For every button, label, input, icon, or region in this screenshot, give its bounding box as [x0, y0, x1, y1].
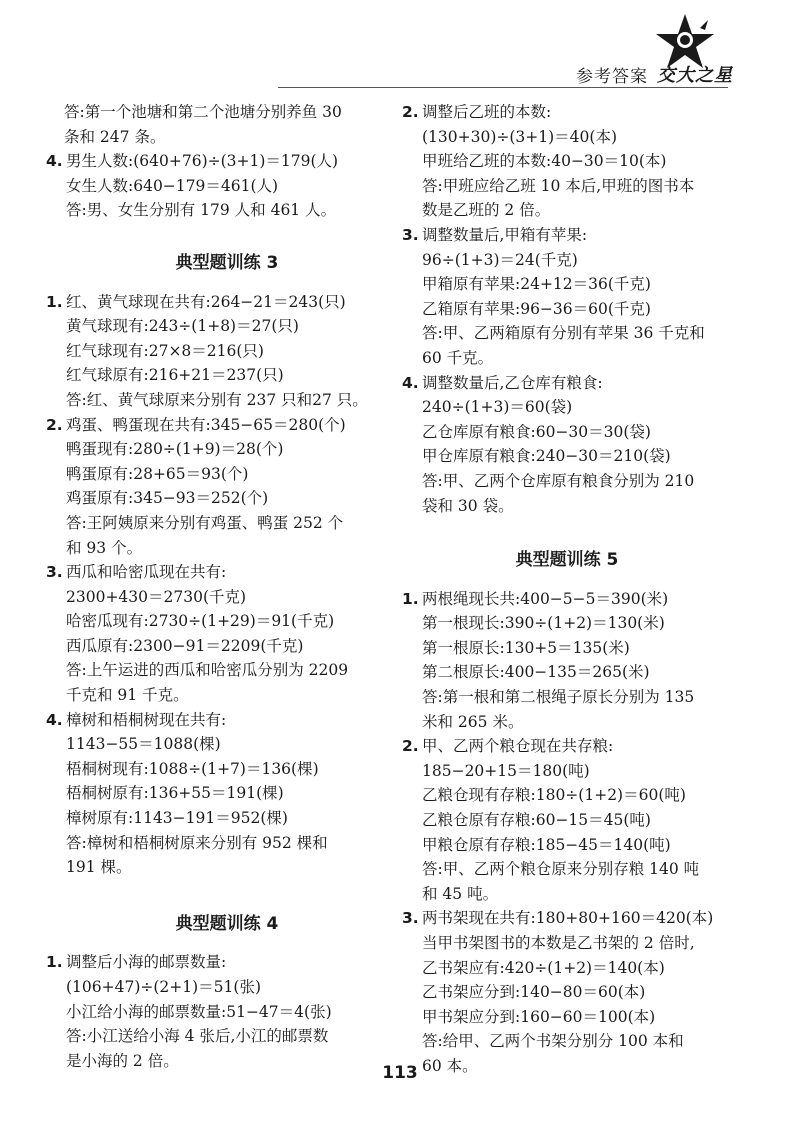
answer-item	[46, 708, 388, 880]
answer-line: 答:樟树和梧桐树原来分别有 952 棵和	[66, 833, 328, 852]
header-brand: 交大之星	[657, 65, 733, 86]
answer-line: 调整后小海的邮票数量:	[66, 953, 227, 972]
answer-item	[402, 100, 732, 223]
answer-line: 答:给甲、乙两个书架分别分 100 本和	[422, 1032, 684, 1051]
answer-line: 甲仓库原有粮食:240−30＝210(袋)	[422, 447, 671, 466]
answer-line: 甲书架应分到:160−60＝100(本)	[422, 1007, 656, 1026]
answer-line: 乙粮仓现有存粮:180÷(1+2)＝60(吨)	[422, 786, 686, 805]
answer-line: 梧桐树原有:136+55＝191(棵)	[66, 784, 284, 803]
answer-line: 条和 247 条。	[64, 127, 166, 146]
answer-line: 191 棵。	[66, 858, 132, 877]
answer-item	[402, 223, 732, 371]
answer-item	[46, 560, 388, 708]
answer-line: 女生人数:640−179＝461(人)	[66, 176, 279, 195]
answer-line: 答:王阿姨原来分别有鸡蛋、鸭蛋 252 个	[66, 513, 344, 532]
answer-line: 乙书架应分到:140−80＝60(本)	[422, 983, 646, 1002]
page-number: 113	[382, 1063, 418, 1083]
section-title: 典型题训练 5	[515, 550, 619, 571]
answer-line: 调整数量后,甲箱有苹果:	[422, 225, 588, 244]
answer-line: 袋和 30 袋。	[422, 496, 514, 515]
answer-line: 鸡蛋原有:345−93＝252(个)	[66, 489, 269, 508]
answer-line: 乙粮仓原有存粮:60−15＝45(吨)	[422, 811, 651, 830]
answer-line: 第一根现长:390÷(1+2)＝130(米)	[422, 614, 665, 633]
answer-line: 西瓜和哈密瓜现在共有:	[66, 563, 227, 582]
answer-line: 鸭蛋现有:280÷(1+9)＝28(个)	[66, 440, 284, 459]
item-number: 4.	[46, 710, 63, 729]
item-number: 2.	[46, 415, 63, 434]
page-header	[0, 0, 800, 110]
item-number: 1.	[46, 292, 63, 311]
item-number: 2.	[402, 103, 419, 121]
answer-line: 答:小江送给小海 4 张后,小江的邮票数	[66, 1027, 329, 1046]
header-rule	[278, 87, 728, 88]
answer-line: 答:男、女生分别有 179 人和 461 人。	[66, 201, 337, 220]
answer-line: 答:第一根和第二根绳子原长分别为 135	[422, 688, 695, 707]
answer-item	[402, 906, 732, 1078]
answer-line: 甲班给乙班的本数:40−30＝10(本)	[422, 152, 667, 171]
answer-line: 红、黄气球现在共有:264−21＝243(只)	[66, 292, 346, 311]
answer-line: 甲粮仓原有存粮:185−45＝140(吨)	[422, 835, 671, 854]
item-number: 4.	[402, 373, 419, 392]
answer-line: 240÷(1+3)＝60(袋)	[422, 398, 573, 417]
answer-line: 185−20+15＝180(吨)	[422, 761, 590, 780]
answer-line: 和 93 个。	[66, 538, 143, 557]
answer-line: 乙箱原有苹果:96−36＝60(千克)	[422, 299, 651, 318]
answer-line: 米和 265 米。	[422, 712, 524, 731]
answer-line: 答:上午运进的西瓜和哈密瓜分别为 2209	[66, 661, 349, 680]
answer-line: 西瓜原有:2300−91＝2209(千克)	[66, 636, 304, 655]
answer-line: 答:红、黄气球原来分别有 237 只和27 只。	[66, 390, 368, 409]
item-number: 1.	[402, 589, 419, 608]
answer-line: 两根绳现长共:400−5−5＝390(米)	[422, 589, 669, 608]
answer-line: 哈密瓜现有:2730÷(1+29)＝91(千克)	[66, 612, 335, 631]
item-number: 3.	[402, 909, 419, 928]
answer-line: 樟树和梧桐树现在共有:	[66, 710, 227, 729]
header-subtitle: 参考答案	[576, 67, 648, 87]
item-number: 2.	[402, 737, 419, 756]
answer-line: 是小海的 2 倍。	[66, 1051, 179, 1070]
answer-line: 男生人数:(640+76)÷(3+1)＝179(人)	[66, 152, 339, 171]
answer-item	[46, 290, 388, 413]
answer-line: 红气球原有:216+21＝237(只)	[66, 366, 284, 385]
answer-line: (106+47)÷(2+1)＝51(张)	[66, 978, 261, 996]
answer-line: 60 本。	[422, 1056, 478, 1075]
answer-line: 梧桐树现有:1088÷(1+7)＝136(棵)	[66, 759, 319, 778]
answer-line: 樟树原有:1143−191＝952(棵)	[66, 809, 288, 828]
answer-line: 两书架现在共有:180+80+160＝420(本)	[422, 909, 714, 928]
section-title: 典型题训练 4	[175, 913, 279, 934]
answer-line: 当甲书架图书的本数是乙书架的 2 倍时,	[422, 934, 695, 952]
answer-line: 鸡蛋、鸭蛋现在共有:345−65＝280(个)	[66, 415, 346, 434]
item-number: 4.	[46, 152, 63, 171]
answer-line: 答:甲班应给乙班 10 本后,甲班的图书本	[422, 176, 695, 195]
answer-line: 小江给小海的邮票数量:51−47＝4(张)	[66, 1002, 332, 1021]
answer-line: (130+30)÷(3+1)＝40(本)	[422, 127, 617, 146]
answer-item	[46, 413, 388, 561]
answer-item	[402, 587, 732, 735]
left-column	[46, 100, 388, 1073]
answer-line: 千克和 91 千克。	[66, 686, 189, 705]
answer-line: 第一根原长:130+5＝135(米)	[422, 638, 630, 657]
answer-line: 答:第一个池塘和第二个池塘分别养鱼 30	[64, 103, 342, 121]
answer-line: 1143−55＝1088(棵)	[66, 735, 221, 754]
answer-line: 答:甲、乙两箱原有分别有苹果 36 千克和	[422, 324, 705, 343]
answer-line: 数是乙班的 2 倍。	[422, 201, 551, 220]
answer-line: 红气球现有:27×8＝216(只)	[66, 341, 264, 360]
answer-item	[46, 149, 388, 223]
item-number: 3.	[402, 225, 419, 244]
answer-line: 调整后乙班的本数:	[422, 103, 552, 121]
answer-line: 鸭蛋原有:28+65＝93(个)	[66, 464, 249, 483]
answer-line: 96÷(1+3)＝24(千克)	[422, 250, 578, 269]
answer-line: 乙书架应有:420÷(1+2)＝140(本)	[422, 958, 665, 977]
answer-line: 和 45 吨。	[422, 884, 499, 903]
answer-line: 60 千克。	[422, 348, 494, 367]
answer-line: 第二根原长:400−135＝265(米)	[422, 663, 650, 682]
answer-item	[402, 371, 732, 519]
answer-line: 乙仓库原有粮食:60−30＝30(袋)	[422, 422, 651, 441]
answer-line: 调整数量后,乙仓库有粮食:	[422, 373, 603, 392]
answer-item	[402, 734, 732, 906]
answer-line: 黄气球现有:243÷(1+8)＝27(只)	[66, 317, 299, 336]
answer-item	[46, 950, 388, 1073]
section-title: 典型题训练 3	[175, 252, 279, 273]
answer-line: 甲、乙两个粮仓现在共存粮:	[422, 737, 614, 756]
answer-line: 2300+430＝2730(千克)	[66, 587, 247, 606]
answer-line: 甲箱原有苹果:24+12＝36(千克)	[422, 275, 651, 294]
answer-line: 答:甲、乙两个仓库原有粮食分别为 210	[422, 471, 695, 490]
right-column	[402, 100, 732, 1079]
answer-line: 答:甲、乙两个粮仓原来分别存粮 140 吨	[422, 860, 700, 879]
item-number: 1.	[46, 953, 63, 972]
item-number: 3.	[46, 563, 63, 582]
